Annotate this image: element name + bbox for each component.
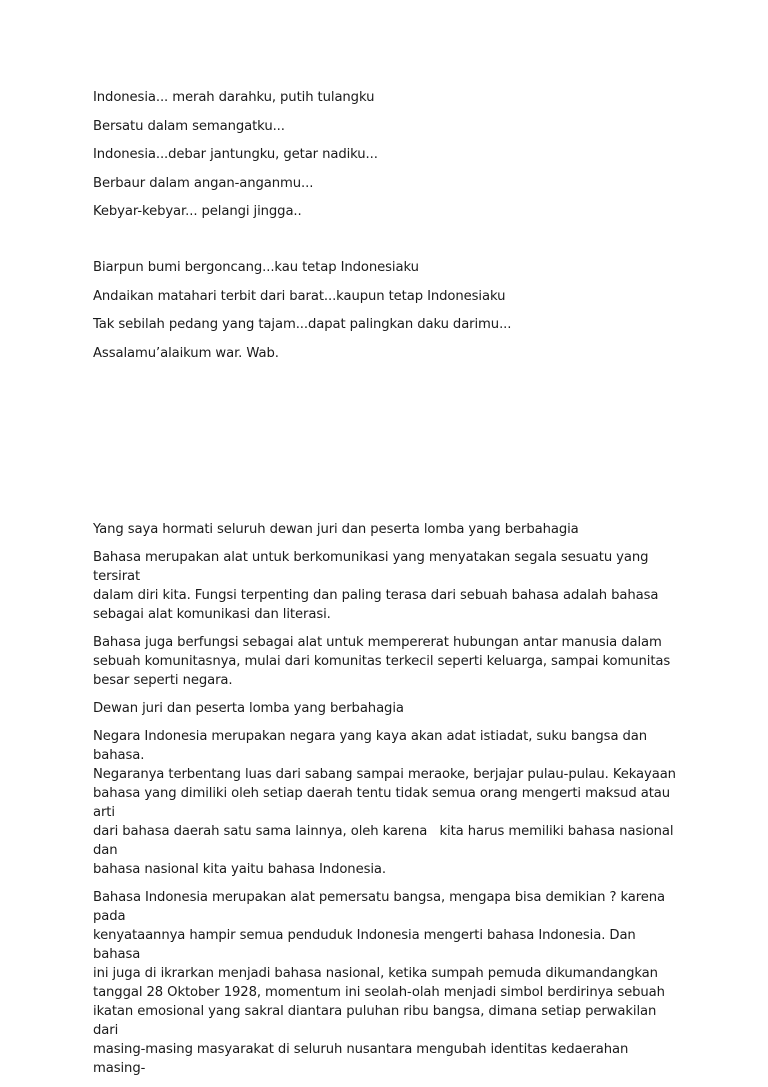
poem-line: Bersatu dalam semangatku...	[93, 118, 285, 134]
body-paragraph: Bahasa Indonesia merupakan alat pemersatu bangsa, mengapa bisa demikian ? karena pada kenyataannya hampir semua penduduk Indonesia mengerti bahasa Indonesia. Dan bahasa ini juga di ikrarkan menjadi bahasa nasional, ketika sumpah pemuda dikumandangkan tanggal 28 Oktober 1928, momentum ini seolah-olah menjadi simbol berdirinya sebuah ikatan emosional yang sakral diantara puluhan ribu bangsa, dimana setiap perwakilan dari masing-masing masyarakat di seluruh nusantara mengubah identitas kedaerahan masing-	[93, 890, 666, 1076]
poem-line: Andaikan matahari terbit dari barat...kaupun tetap Indonesiaku	[93, 288, 506, 304]
speech-section	[93, 520, 683, 1087]
poem-section	[93, 88, 683, 372]
poem-line: Tak sebilah pedang yang tajam...dapat palingkan daku darimu...	[93, 317, 512, 332]
poem-line: Kebyar-kebyar... pelangi jingga..	[93, 204, 302, 219]
poem-line: Indonesia... merah darahku, putih tulangku	[93, 90, 375, 105]
salutation-paragraph: Dewan juri dan peserta lomba yang berbahagia	[93, 701, 404, 716]
body-paragraph: Negara Indonesia merupakan negara yang kaya akan adat istiadat, suku bangsa dan bahasa. Negaranya terbentang luas dari sabang sampai meraoke, berjajar pulau-pulau. Kekayaan bahasa yang dimiliki oleh setiap daerah tentu tidak semua orang mengerti maksud atau arti dari bahasa daerah satu sama lainnya, oleh karena kita harus memiliki bahasa nasional dan bahasa nasional kita yaitu bahasa Indonesia.	[93, 729, 676, 877]
salutation-paragraph: Yang saya hormati seluruh dewan juri dan peserta lomba yang berbahagia	[93, 522, 579, 537]
body-paragraph: Bahasa juga berfungsi sebagai alat untuk mempererat hubungan antar manusia dalam sebuah komunitasnya, mulai dari komunitas terkecil seperti keluarga, sampai komunitas besar seperti negara.	[93, 635, 671, 688]
body-paragraph: Bahasa merupakan alat untuk berkomunikasi yang menyatakan segala sesuatu yang tersirat dalam diri kita. Fungsi terpenting dan paling terasa dari sebuah bahasa adalah bahasa sebagai alat komunikasi dan literasi.	[93, 550, 659, 622]
poem-line: Biarpun bumi bergoncang...kau tetap Indonesiaku	[93, 260, 419, 275]
poem-line: Berbaur dalam angan-anganmu...	[93, 175, 314, 191]
greeting-line: Assalamu’alaikum war. Wab.	[93, 345, 279, 361]
poem-line: Indonesia...debar jantungku, getar nadiku...	[93, 147, 378, 162]
